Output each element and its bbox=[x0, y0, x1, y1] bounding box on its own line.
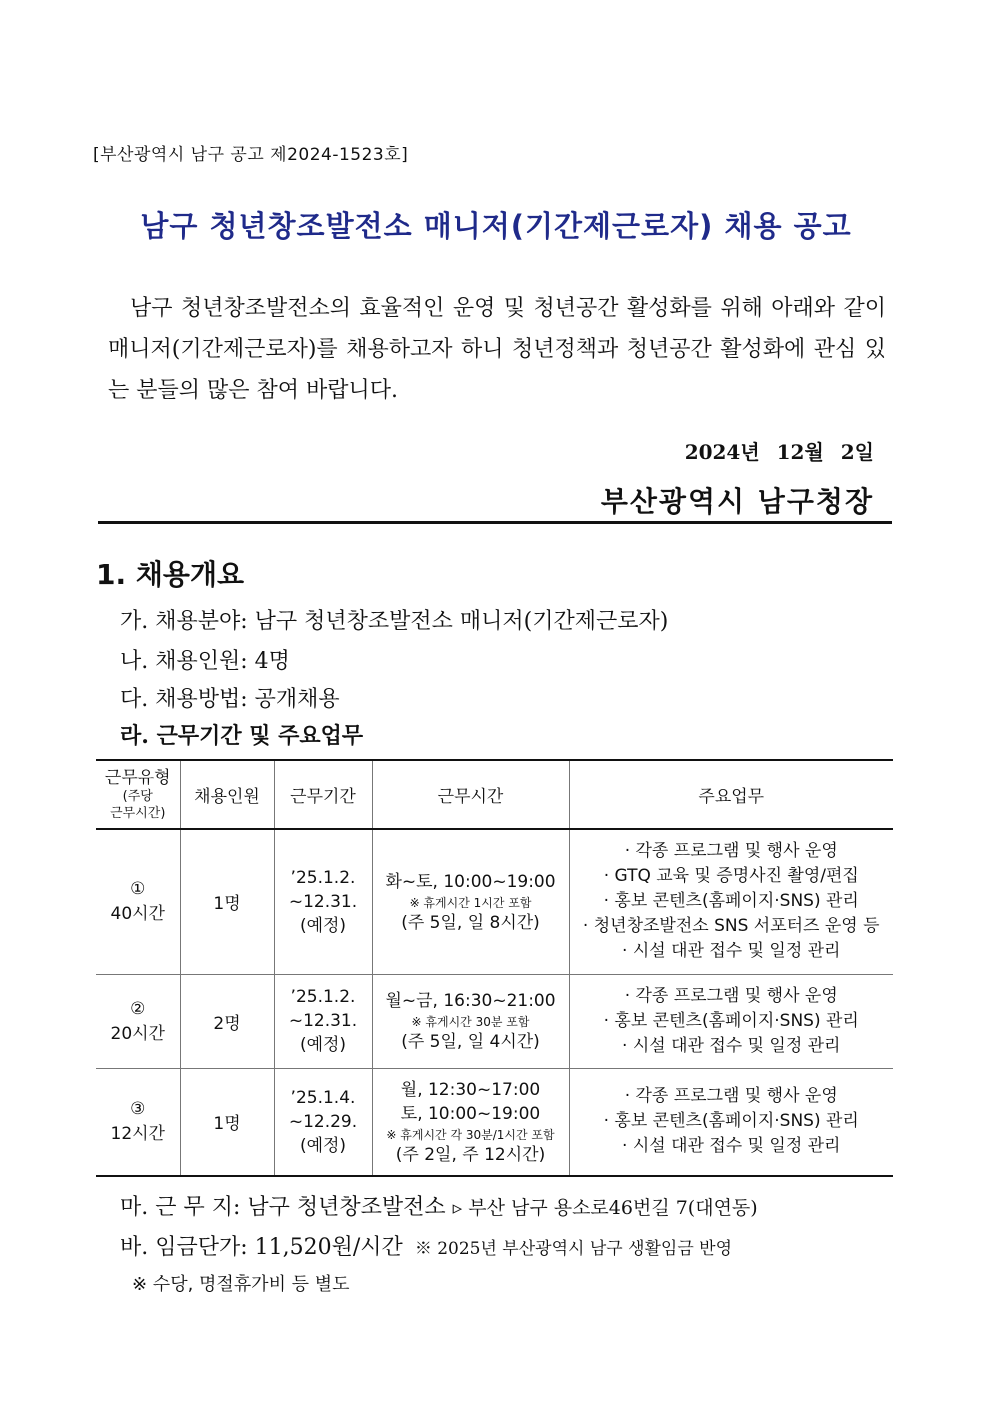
row-duties bbox=[569, 829, 893, 974]
wage bbox=[120, 1230, 732, 1261]
row-hours: 월~금, 16:30~21:00 ※ 휴게시간 30분 포함 (주 5일, 일 4시간) bbox=[372, 974, 569, 1068]
wage-note: ※ 2025년 부산광역시 남구 생활임금 반영 bbox=[414, 1239, 733, 1259]
duty-item: · GTQ 교육 및 증명사진 촬영/편집 bbox=[603, 866, 859, 887]
row-hours: 월, 12:30~17:00 토, 10:00~19:00 ※ 휴게시간 각 30분/1시간 포함 (주 2일, 주 12시간) bbox=[372, 1068, 569, 1176]
row-count: 1명 bbox=[180, 1068, 274, 1176]
table-row bbox=[96, 829, 893, 974]
duty-item: · 홍보 콘텐츠(홈페이지·SNS) 관리 bbox=[603, 891, 859, 912]
duty-item: · 각종 프로그램 및 행사 운영 bbox=[624, 985, 838, 1006]
row-type bbox=[96, 829, 180, 974]
recruit-field: 가. 채용분야: 남구 청년창조발전소 매니저(기간제근로자) bbox=[120, 609, 669, 634]
recruit-count: 나. 채용인원: 4명 bbox=[120, 649, 290, 674]
duty-item: · 홍보 콘텐츠(홈페이지·SNS) 관리 bbox=[603, 1111, 859, 1132]
duty-item: · 각종 프로그램 및 행사 운영 bbox=[624, 841, 838, 862]
header-count: 채용인원 bbox=[180, 760, 274, 829]
duty-item: · 시설 대관 접수 및 일정 관리 bbox=[622, 1035, 841, 1056]
work-location bbox=[120, 1190, 758, 1221]
row-type bbox=[96, 974, 180, 1068]
issuer: 부산광역시 남구청장 bbox=[600, 485, 874, 518]
row-period: ’25.1.2. ~12.31. (예정) bbox=[274, 829, 372, 974]
row-type-label: 12시간 bbox=[110, 1124, 165, 1145]
duty-period-heading: 라. 근무기간 및 주요업무 bbox=[120, 723, 364, 749]
row-count: 1명 bbox=[180, 829, 274, 974]
header-type: 근무유형 (주당 근무시간) bbox=[96, 760, 180, 829]
header-duties: 주요업무 bbox=[569, 760, 893, 829]
notice-date: 2024년 12월 2일 bbox=[684, 440, 874, 464]
intro-text: 남구 청년창조발전소의 효율적인 운영 및 청년공간 활성화를 위해 아래와 같이 매니저(기간제근로자)를 채용하고자 하니 청년정책과 청년공간 활성화에 관심 있는 분들의 많은 참여 바랍니다. bbox=[108, 296, 886, 403]
duty-item: · 시설 대관 접수 및 일정 관리 bbox=[622, 1136, 841, 1157]
duty-item: · 각종 프로그램 및 행사 운영 bbox=[624, 1086, 838, 1107]
row-type-label: 40시간 bbox=[110, 904, 165, 925]
row-duties bbox=[569, 1068, 893, 1176]
duty-item: · 시설 대관 접수 및 일정 관리 bbox=[622, 941, 841, 962]
work-location-label: 마. 근 무 지: 남구 청년창조발전소 bbox=[120, 1195, 446, 1220]
row-count: 2명 bbox=[180, 974, 274, 1068]
row-period: ’25.1.2. ~12.31. (예정) bbox=[274, 974, 372, 1068]
duty-item: · 청년창조발전소 SNS 서포터즈 운영 등 bbox=[582, 916, 880, 937]
row-period: ’25.1.4. ~12.29. (예정) bbox=[274, 1068, 372, 1176]
row-hours: 화~토, 10:00~19:00 ※ 휴게시간 1시간 포함 (주 5일, 일 8시간) bbox=[372, 829, 569, 974]
table-header-row bbox=[96, 760, 893, 829]
section-heading: 1. 채용개요 bbox=[96, 558, 245, 591]
extra-note: ※ 수당, 명절휴가비 등 별도 bbox=[132, 1274, 350, 1295]
row-number: ③ bbox=[130, 1099, 146, 1120]
row-type-label: 20시간 bbox=[110, 1023, 165, 1044]
intro-paragraph bbox=[108, 288, 886, 411]
row-number: ② bbox=[130, 998, 146, 1019]
duty-item: · 홍보 콘텐츠(홈페이지·SNS) 관리 bbox=[603, 1010, 859, 1031]
divider bbox=[98, 521, 892, 524]
notice-number: [부산광역시 남구 공고 제2024-1523호] bbox=[93, 145, 409, 165]
header-hours: 근무시간 bbox=[372, 760, 569, 829]
page-title: 남구 청년창조발전소 매니저(기간제근로자) 채용 공고 bbox=[140, 209, 852, 243]
row-type bbox=[96, 1068, 180, 1176]
wage-label: 바. 임금단가: 11,520원/시간 bbox=[120, 1235, 403, 1260]
recruit-method: 다. 채용방법: 공개채용 bbox=[120, 687, 340, 712]
header-period: 근무기간 bbox=[274, 760, 372, 829]
jobs-table bbox=[96, 759, 893, 1177]
table-row bbox=[96, 974, 893, 1068]
table-row bbox=[96, 1068, 893, 1176]
work-location-address: ▹ 부산 남구 용소로46번길 7(대연동) bbox=[452, 1197, 758, 1219]
row-duties bbox=[569, 974, 893, 1068]
row-number: ① bbox=[130, 879, 146, 900]
